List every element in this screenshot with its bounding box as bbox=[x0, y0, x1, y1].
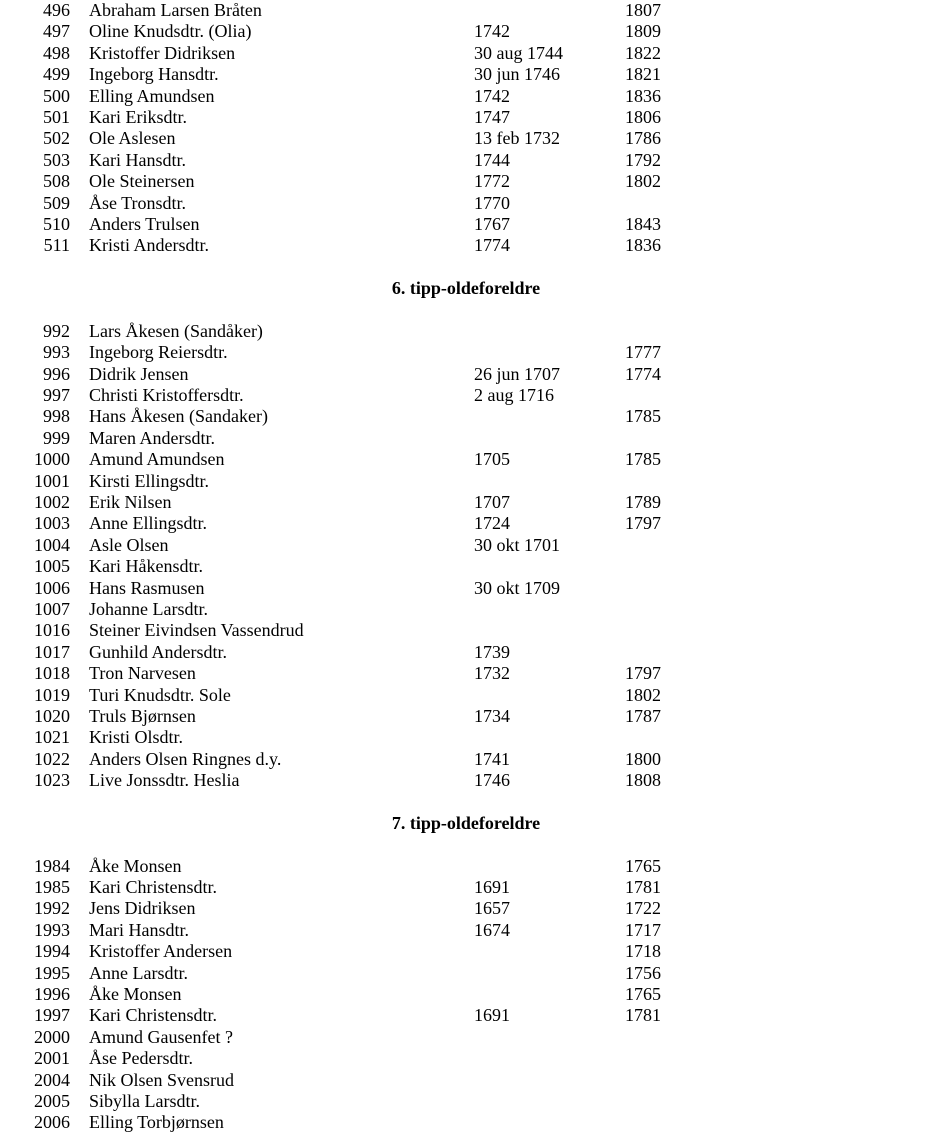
ancestor-number: 502 bbox=[43, 128, 70, 149]
death-year: 1785 bbox=[625, 449, 661, 470]
ancestor-number: 1003 bbox=[34, 513, 70, 534]
ancestor-name: Erik Nilsen bbox=[89, 491, 172, 512]
ancestor-number: 1995 bbox=[34, 962, 70, 983]
death-year: 1717 bbox=[625, 919, 661, 940]
death-year: 1797 bbox=[625, 513, 661, 534]
ancestor-name: Maren Andersdtr. bbox=[89, 427, 215, 448]
ancestor-name: Amund Amundsen bbox=[89, 449, 225, 470]
ancestor-number: 999 bbox=[43, 427, 70, 448]
ancestor-number: 511 bbox=[43, 235, 70, 256]
ancestor-number: 1005 bbox=[34, 556, 70, 577]
ancestor-name: Oline Knudsdtr. (Olia) bbox=[89, 21, 252, 42]
generation-section bbox=[0, 0, 928, 257]
ancestor-name: Steiner Eivindsen Vassendrud bbox=[89, 620, 304, 641]
ancestor-row bbox=[0, 963, 928, 984]
death-year: 1802 bbox=[625, 684, 661, 705]
birth-date: 1746 bbox=[474, 770, 510, 791]
birth-date: 1691 bbox=[474, 877, 510, 898]
ancestor-number: 2000 bbox=[34, 1026, 70, 1047]
ancestor-number: 501 bbox=[43, 106, 70, 127]
generation-heading: 6. tipp-oldeforeldre bbox=[391, 278, 541, 299]
generation-section bbox=[0, 257, 928, 792]
ancestor-number: 1018 bbox=[34, 663, 70, 684]
birth-date: 1691 bbox=[474, 1005, 510, 1026]
ancestor-row bbox=[0, 620, 928, 641]
ancestor-row bbox=[0, 856, 928, 877]
ancestor-number: 1997 bbox=[34, 1005, 70, 1026]
ancestor-row bbox=[0, 86, 928, 107]
ancestor-name: Lars Åkesen (Sandåker) bbox=[89, 320, 263, 341]
birth-date: 1732 bbox=[474, 663, 510, 684]
ancestor-name: Kristi Andersdtr. bbox=[89, 235, 209, 256]
ancestor-name: Kristoffer Didriksen bbox=[89, 42, 236, 63]
ancestor-row bbox=[0, 706, 928, 727]
death-year: 1800 bbox=[625, 748, 661, 769]
birth-date: 1724 bbox=[474, 513, 510, 534]
ancestor-row bbox=[0, 385, 928, 406]
ancestor-number: 2004 bbox=[34, 1069, 70, 1090]
ancestor-name: Kirsti Ellingsdtr. bbox=[89, 470, 210, 491]
ancestor-row bbox=[0, 535, 928, 556]
birth-date: 30 okt 1701 bbox=[474, 534, 561, 555]
death-year: 1781 bbox=[625, 877, 661, 898]
death-year: 1806 bbox=[625, 106, 661, 127]
death-year: 1786 bbox=[625, 128, 661, 149]
ancestor-name: Kristi Olsdtr. bbox=[89, 727, 184, 748]
birth-date: 1772 bbox=[474, 171, 510, 192]
ancestor-number: 499 bbox=[43, 64, 70, 85]
ancestor-name: Åke Monsen bbox=[89, 855, 182, 876]
ancestor-row bbox=[0, 941, 928, 962]
ancestor-number: 2006 bbox=[34, 1112, 70, 1133]
death-year: 1822 bbox=[625, 42, 661, 63]
blank-line bbox=[0, 299, 928, 320]
ancestor-number: 496 bbox=[43, 0, 70, 20]
ancestor-row bbox=[0, 984, 928, 1005]
ancestor-number: 1021 bbox=[34, 727, 70, 748]
ancestor-name: Anders Trulsen bbox=[89, 213, 200, 234]
birth-date: 1742 bbox=[474, 21, 510, 42]
birth-date: 30 okt 1709 bbox=[474, 577, 561, 598]
ancestor-number: 1996 bbox=[34, 983, 70, 1004]
ancestor-row bbox=[0, 749, 928, 770]
death-year: 1836 bbox=[625, 85, 661, 106]
death-year: 1787 bbox=[625, 705, 661, 726]
ancestor-number: 1992 bbox=[34, 898, 70, 919]
death-year: 1722 bbox=[625, 898, 661, 919]
ancestor-number: 1019 bbox=[34, 684, 70, 705]
ancestor-row bbox=[0, 770, 928, 791]
birth-date: 1742 bbox=[474, 85, 510, 106]
ancestor-row bbox=[0, 428, 928, 449]
ancestor-number: 1022 bbox=[34, 748, 70, 769]
ancestor-number: 1020 bbox=[34, 705, 70, 726]
ancestor-name: Anne Larsdtr. bbox=[89, 962, 188, 983]
ancestor-row bbox=[0, 364, 928, 385]
ancestor-name: Ole Aslesen bbox=[89, 128, 176, 149]
birth-date: 13 feb 1732 bbox=[474, 128, 560, 149]
ancestor-row bbox=[0, 406, 928, 427]
ancestor-name: Ole Steinersen bbox=[89, 171, 195, 192]
ancestor-name: Ingeborg Reiersdtr. bbox=[89, 342, 228, 363]
birth-date: 1705 bbox=[474, 449, 510, 470]
ancestor-name: Live Jonssdtr. Heslia bbox=[89, 770, 240, 791]
ancestor-row bbox=[0, 599, 928, 620]
death-year: 1836 bbox=[625, 235, 661, 256]
birth-date: 1739 bbox=[474, 641, 510, 662]
ancestor-row bbox=[0, 150, 928, 171]
ancestor-row bbox=[0, 471, 928, 492]
generation-section bbox=[0, 791, 928, 1133]
ancestor-name: Kari Eriksdtr. bbox=[89, 106, 187, 127]
ancestor-row bbox=[0, 171, 928, 192]
ancestor-number: 998 bbox=[43, 406, 70, 427]
ancestor-name: Anders Olsen Ringnes d.y. bbox=[89, 748, 282, 769]
ancestor-row bbox=[0, 513, 928, 534]
ancestor-row bbox=[0, 578, 928, 599]
birth-date: 30 aug 1744 bbox=[474, 42, 563, 63]
ancestor-name: Gunhild Andersdtr. bbox=[89, 641, 227, 662]
ancestor-number: 996 bbox=[43, 363, 70, 384]
death-year: 1756 bbox=[625, 962, 661, 983]
ancestor-number: 500 bbox=[43, 85, 70, 106]
birth-date: 1674 bbox=[474, 919, 510, 940]
birth-date: 26 jun 1707 bbox=[474, 363, 561, 384]
ancestor-number: 1023 bbox=[34, 770, 70, 791]
birth-date: 1741 bbox=[474, 748, 510, 769]
ancestor-name: Tron Narvesen bbox=[89, 663, 196, 684]
death-year: 1789 bbox=[625, 491, 661, 512]
ancestor-row bbox=[0, 64, 928, 85]
death-year: 1809 bbox=[625, 21, 661, 42]
death-year: 1781 bbox=[625, 1005, 661, 1026]
ancestor-number: 1002 bbox=[34, 491, 70, 512]
ancestor-number: 1993 bbox=[34, 919, 70, 940]
death-year: 1718 bbox=[625, 941, 661, 962]
birth-date: 1744 bbox=[474, 149, 510, 170]
death-year: 1797 bbox=[625, 663, 661, 684]
ancestor-number: 1994 bbox=[34, 941, 70, 962]
ancestor-name: Hans Rasmusen bbox=[89, 577, 205, 598]
ancestor-row bbox=[0, 107, 928, 128]
birth-date: 1770 bbox=[474, 192, 510, 213]
birth-date: 30 jun 1746 bbox=[474, 64, 561, 85]
ancestor-name: Mari Hansdtr. bbox=[89, 919, 189, 940]
death-year: 1774 bbox=[625, 363, 661, 384]
ancestor-name: Kristoffer Andersen bbox=[89, 941, 233, 962]
ancestor-number: 1004 bbox=[34, 534, 70, 555]
ancestor-row bbox=[0, 898, 928, 919]
ancestor-number: 1016 bbox=[34, 620, 70, 641]
death-year: 1843 bbox=[625, 213, 661, 234]
ancestor-name: Turi Knudsdtr. Sole bbox=[89, 684, 231, 705]
ancestor-number: 503 bbox=[43, 149, 70, 170]
birth-date: 1734 bbox=[474, 705, 510, 726]
ancestor-row bbox=[0, 556, 928, 577]
ancestor-row bbox=[0, 920, 928, 941]
ancestor-row bbox=[0, 877, 928, 898]
ancestor-row bbox=[0, 1070, 928, 1091]
ancestor-row bbox=[0, 1048, 928, 1069]
ancestor-name: Jens Didriksen bbox=[89, 898, 196, 919]
birth-date: 2 aug 1716 bbox=[474, 385, 554, 406]
ancestor-number: 1984 bbox=[34, 855, 70, 876]
ancestor-number: 2001 bbox=[34, 1048, 70, 1069]
ancestor-name: Kari Christensdtr. bbox=[89, 1005, 217, 1026]
ancestor-name: Didrik Jensen bbox=[89, 363, 189, 384]
ancestor-number: 993 bbox=[43, 342, 70, 363]
ancestor-name: Amund Gausenfet ? bbox=[89, 1026, 233, 1047]
ancestor-row bbox=[0, 642, 928, 663]
ancestor-row bbox=[0, 342, 928, 363]
ancestor-row bbox=[0, 235, 928, 256]
death-year: 1765 bbox=[625, 983, 661, 1004]
birth-date: 1657 bbox=[474, 898, 510, 919]
ancestor-name: Ingeborg Hansdtr. bbox=[89, 64, 219, 85]
ancestor-row bbox=[0, 1112, 928, 1133]
ancestor-row bbox=[0, 128, 928, 149]
birth-date: 1774 bbox=[474, 235, 510, 256]
generation-heading: 7. tipp-oldeforeldre bbox=[391, 812, 541, 833]
ancestor-name: Åke Monsen bbox=[89, 983, 182, 1004]
ancestor-name: Kari Christensdtr. bbox=[89, 877, 217, 898]
ancestor-row bbox=[0, 0, 928, 21]
ancestor-name: Sibylla Larsdtr. bbox=[89, 1090, 200, 1111]
ancestor-name: Anne Ellingsdtr. bbox=[89, 513, 207, 534]
ancestor-name: Kari Håkensdtr. bbox=[89, 556, 203, 577]
ancestor-number: 1985 bbox=[34, 877, 70, 898]
ancestor-name: Elling Amundsen bbox=[89, 85, 215, 106]
ancestor-number: 1017 bbox=[34, 641, 70, 662]
ancestor-number: 497 bbox=[43, 21, 70, 42]
ancestor-row bbox=[0, 449, 928, 470]
birth-date: 1707 bbox=[474, 491, 510, 512]
ancestor-row bbox=[0, 21, 928, 42]
death-year: 1777 bbox=[625, 342, 661, 363]
blank-line bbox=[0, 257, 928, 278]
ancestor-row bbox=[0, 1005, 928, 1026]
ancestor-number: 1006 bbox=[34, 577, 70, 598]
ancestor-name: Abraham Larsen Bråten bbox=[89, 0, 262, 20]
ancestor-number: 992 bbox=[43, 320, 70, 341]
ancestor-number: 509 bbox=[43, 192, 70, 213]
ancestor-name: Elling Torbjørnsen bbox=[89, 1112, 224, 1133]
ancestor-row bbox=[0, 492, 928, 513]
ancestor-row bbox=[0, 1091, 928, 1112]
ancestor-name: Kari Hansdtr. bbox=[89, 149, 186, 170]
birth-date: 1747 bbox=[474, 106, 510, 127]
ancestor-number: 2005 bbox=[34, 1090, 70, 1111]
ancestor-row bbox=[0, 663, 928, 684]
ancestor-number: 1000 bbox=[34, 449, 70, 470]
ancestor-name: Johanne Larsdtr. bbox=[89, 598, 208, 619]
ancestor-row bbox=[0, 727, 928, 748]
ancestor-name: Christi Kristoffersdtr. bbox=[89, 385, 244, 406]
ancestor-row bbox=[0, 1027, 928, 1048]
ancestor-number: 498 bbox=[43, 42, 70, 63]
ancestor-row bbox=[0, 214, 928, 235]
death-year: 1765 bbox=[625, 855, 661, 876]
ancestor-number: 510 bbox=[43, 213, 70, 234]
birth-date: 1767 bbox=[474, 213, 510, 234]
ancestor-row bbox=[0, 321, 928, 342]
ancestor-name: Åse Pedersdtr. bbox=[89, 1048, 193, 1069]
death-year: 1821 bbox=[625, 64, 661, 85]
blank-line bbox=[0, 791, 928, 812]
ancestor-row bbox=[0, 193, 928, 214]
ancestor-row bbox=[0, 685, 928, 706]
ancestor-number: 1001 bbox=[34, 470, 70, 491]
death-year: 1808 bbox=[625, 770, 661, 791]
death-year: 1785 bbox=[625, 406, 661, 427]
ancestor-name: Åse Tronsdtr. bbox=[89, 192, 187, 213]
ancestor-number: 1007 bbox=[34, 598, 70, 619]
death-year: 1807 bbox=[625, 0, 661, 20]
death-year: 1802 bbox=[625, 171, 661, 192]
ancestor-name: Asle Olsen bbox=[89, 534, 169, 555]
ancestor-name: Hans Åkesen (Sandaker) bbox=[89, 406, 268, 427]
blank-line bbox=[0, 834, 928, 855]
ancestor-number: 508 bbox=[43, 171, 70, 192]
ancestor-name: Truls Bjørnsen bbox=[89, 705, 196, 726]
ancestor-name: Nik Olsen Svensrud bbox=[89, 1069, 234, 1090]
death-year: 1792 bbox=[625, 149, 661, 170]
ancestor-row bbox=[0, 43, 928, 64]
ancestor-number: 997 bbox=[43, 385, 70, 406]
